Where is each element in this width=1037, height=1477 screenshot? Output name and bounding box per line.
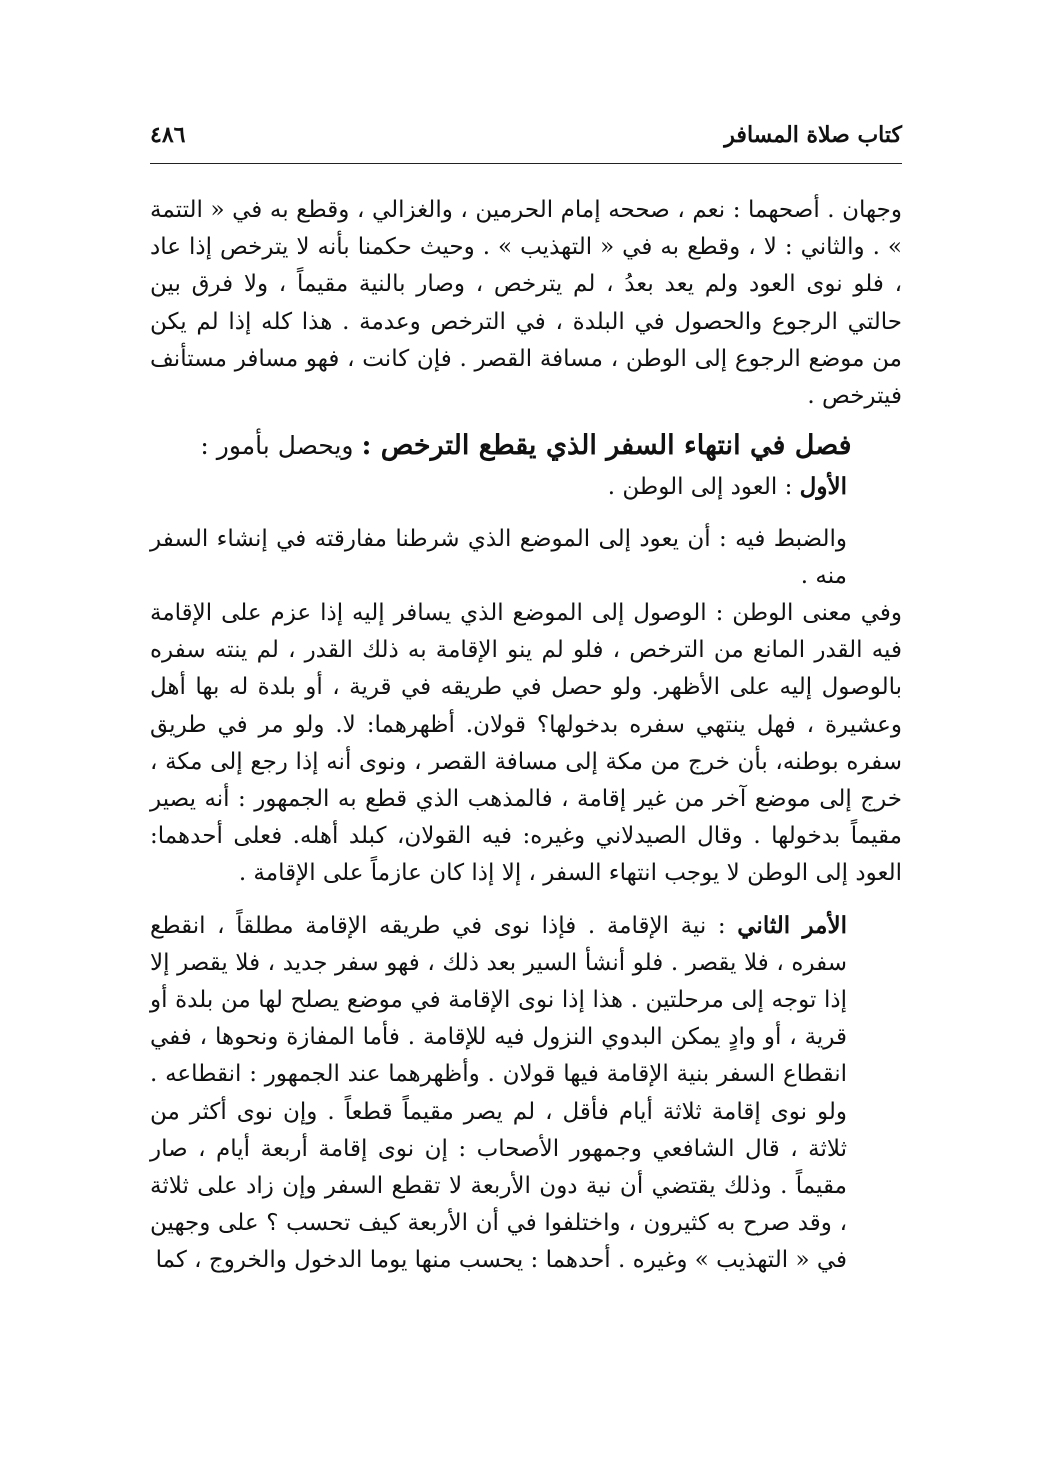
second-matter-text: : نية الإقامة . فإذا نوى في طريقه الإقامة مطلقاً ، انقطع سفره ، فلا يقصر . فلو أنشأ السير بعد ذلك ، فهو سفر جديد ، فلا يقصر إلا إذا توجه إلى مرحلتين . هذا إذا نوى الإقامة في موضع يصلح لها من بلدة أو قرية ، أو وادٍ يمكن البدوي النزول فيه للإقامة . فأما المفازة ونحوها ، ففي انقطاع السفر بنية الإقامة فيها قولان . وأظهرهما عند الجمهور : انقطاعه . ولو نوى إقامة ثلاثة أيام فأقل ، لم يصر مقيماً قطعاً . وإن نوى أكثر من ثلاثة ، قال الشافعي وجمهور الأصحاب : إن نوى إقامة أربعة أيام ، صار مقيماً . وذلك يقتضي أن نية دون الأربعة لا تقطع السفر وإن زاد على ثلاثة ، وقد صرح به كثيرون ، واختلفوا في أن الأربعة كيف تحسب ؟ على وجهين في « التهذيب » وغيره . أحدهما : يحسب منها يوما الدخول والخروج ، كما [150,912,847,1274]
paragraph-continuation: وجهان . أصحهما : نعم ، صححه إمام الحرمين ، والغزالي ، وقطع به في « التتمة » . والثاني : لا ، وقطع به في « التهذيب » . وحيث حكمنا بأنه لا يترخص إذا عاد ، فلو نوى العود ولم يعد بعدُ ، لم يترخص ، وصار بالنية مقيماً ، ولا فرق بين حالتي الرجوع والحصول في البلدة ، في الترخص وعدمة . هذا كله إذا لم يكن من موضع الرجوع إلى الوطن ، مسافة القصر . فإن كانت ، فهو مسافر مستأنف فيترخص . [150,197,902,410]
second-matter [150,907,902,1280]
section-heading [150,427,902,464]
first-matter [150,468,902,506]
section-heading-subtitle: ويحصل بأمور : [200,431,354,461]
page-number: ٤٨٦ [150,122,186,148]
first-matter-label: الأول [799,473,847,501]
page-body [150,192,902,1280]
second-matter-label: الأمر الثاني [737,911,848,939]
header-divider [150,163,902,164]
first-matter-text: : العود إلى الوطن . [607,474,793,501]
page-header [150,122,902,148]
paragraph-homeland: وفي معنى الوطن : الوصول إلى الموضع الذي يسافر إليه إذا عزم على الإقامة فيه القدر المانع من الترخص ، فلو لم ينو الإقامة به ذلك القدر ، لم ينته سفره بالوصول إليه على الأظهر. ولو حصل في طريقه في قرية ، أو بلدة له بها أهل وعشيرة ، فهل ينتهي سفره بدخولها؟ قولان. أظهرهما: لا. ولو مر في طريق سفره بوطنه، بأن خرج من مكة إلى مسافة القصر ، ونوى أنه إذا رجع إلى مكة ، خرج إلى موضع آخر من غير إقامة ، فالمذهب الذي قطع به الجمهور : أنه يصير مقيماً بدخولها . وقال الصيدلاني وغيره: فيه القولان، كبلد أهله. فعلى أحدهما: العود إلى الوطن لا يوجب انتهاء السفر ، إلا إذا كان عازماً على الإقامة . [150,600,902,887]
running-title: كتاب صلاة المسافر [724,122,902,148]
section-heading-title: فصل في انتهاء السفر الذي يقطع الترخص : [361,430,852,462]
paragraph-definition: والضبط فيه : أن يعود إلى الموضع الذي شرطنا مفارقته في إنشاء السفر منه . [150,525,847,589]
